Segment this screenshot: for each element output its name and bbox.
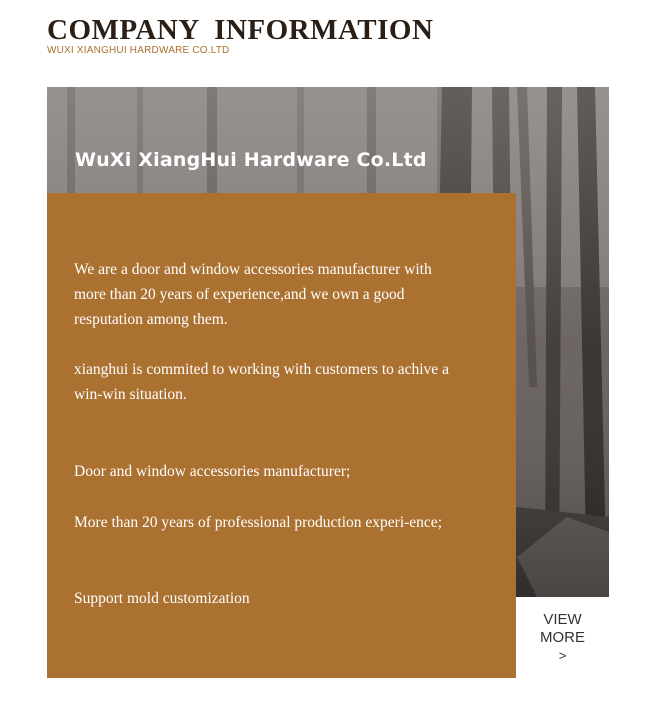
- about-feature-manufacturer: Door and window accessories manufacturer;: [74, 463, 351, 480]
- view-more-label-line2: MORE: [540, 628, 585, 646]
- about-paragraph-intro: We are a door and window accessories manufacturer with more than 20 years of experience,and we own a good resputation among them.: [74, 261, 432, 328]
- about-panel: [47, 193, 516, 678]
- page-subtitle: WUXI XIANGHUI HARDWARE CO.LTD: [47, 45, 230, 56]
- about-feature-experience: More than 20 years of professional production experi-ence;: [74, 514, 442, 531]
- page-title: COMPANY INFORMATION: [47, 14, 434, 46]
- about-feature-customization: Support mold customization: [74, 590, 250, 607]
- company-name: WuXi XiangHui Hardware Co.Ltd: [75, 149, 427, 171]
- about-paragraph-mission: xianghui is commited to working with customers to achive a win-win situation.: [74, 361, 449, 403]
- view-more-button[interactable]: [516, 597, 609, 678]
- view-more-label-line1: VIEW: [543, 610, 582, 628]
- section-heading: [47, 14, 433, 56]
- chevron-right-icon: >: [558, 647, 567, 663]
